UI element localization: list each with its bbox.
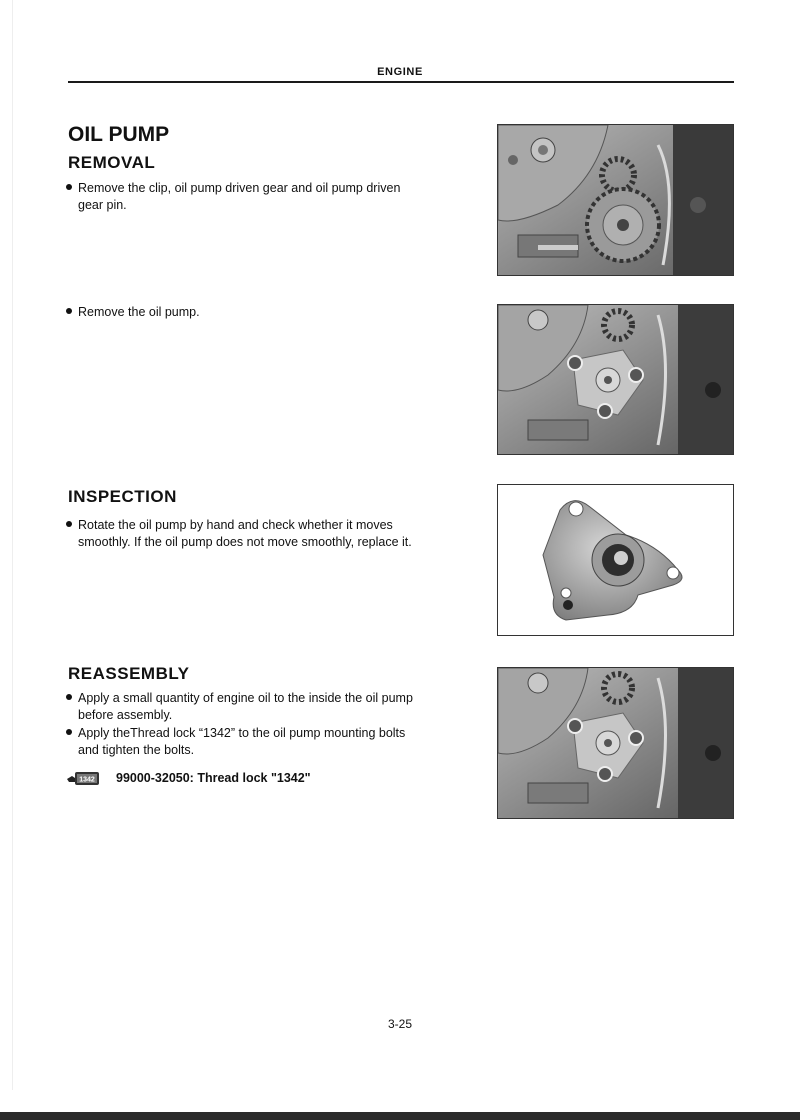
reassembly-step-2: [66, 725, 478, 759]
oil-pump-bolts-photo: [497, 667, 734, 819]
oil-pump-bolts-photo: [497, 304, 734, 455]
thread-lock-note: [66, 768, 311, 788]
oil-pump-part-photo: [497, 484, 734, 636]
thread-lock-icon-label: 1342: [79, 776, 95, 784]
step-line: Remove the clip, oil pump driven gear and oil pump driven: [78, 181, 401, 195]
removal-step-1: [66, 180, 478, 214]
bullet-icon: [66, 694, 72, 700]
step-line: before assembly.: [78, 708, 173, 722]
reassembly-step-1: [66, 690, 478, 724]
step-line: Remove the oil pump.: [78, 305, 200, 319]
page-title: OIL PUMP: [68, 123, 170, 146]
header-rule: [68, 81, 734, 83]
bullet-icon: [66, 184, 72, 190]
inspection-step-1: [66, 517, 478, 551]
step-line: gear pin.: [78, 198, 127, 212]
bullet-icon: [66, 308, 72, 314]
step-line: Apply a small quantity of engine oil to the inside the oil pump: [78, 691, 413, 705]
bullet-icon: [66, 521, 72, 527]
bottom-bar: [0, 1112, 800, 1120]
step-line: and tighten the bolts.: [78, 743, 195, 757]
thread-lock-icon: [66, 769, 102, 787]
removal-heading: REMOVAL: [68, 153, 156, 172]
engine-gear-photo: [497, 124, 734, 276]
running-header: ENGINE: [377, 66, 423, 78]
reassembly-heading: REASSEMBLY: [68, 664, 190, 683]
inspection-heading: INSPECTION: [68, 487, 177, 506]
bullet-icon: [66, 729, 72, 735]
thread-lock-text: 99000-32050: Thread lock "1342": [116, 771, 311, 785]
step-line: Rotate the oil pump by hand and check whether it moves: [78, 518, 393, 532]
page-edge: [12, 0, 13, 1090]
step-line: Apply theThread lock “1342” to the oil pump mounting bolts: [78, 726, 406, 740]
page-number: 3-25: [387, 1017, 413, 1031]
removal-step-2: [66, 304, 478, 321]
step-line: smoothly. If the oil pump does not move smoothly, replace it.: [78, 535, 412, 549]
